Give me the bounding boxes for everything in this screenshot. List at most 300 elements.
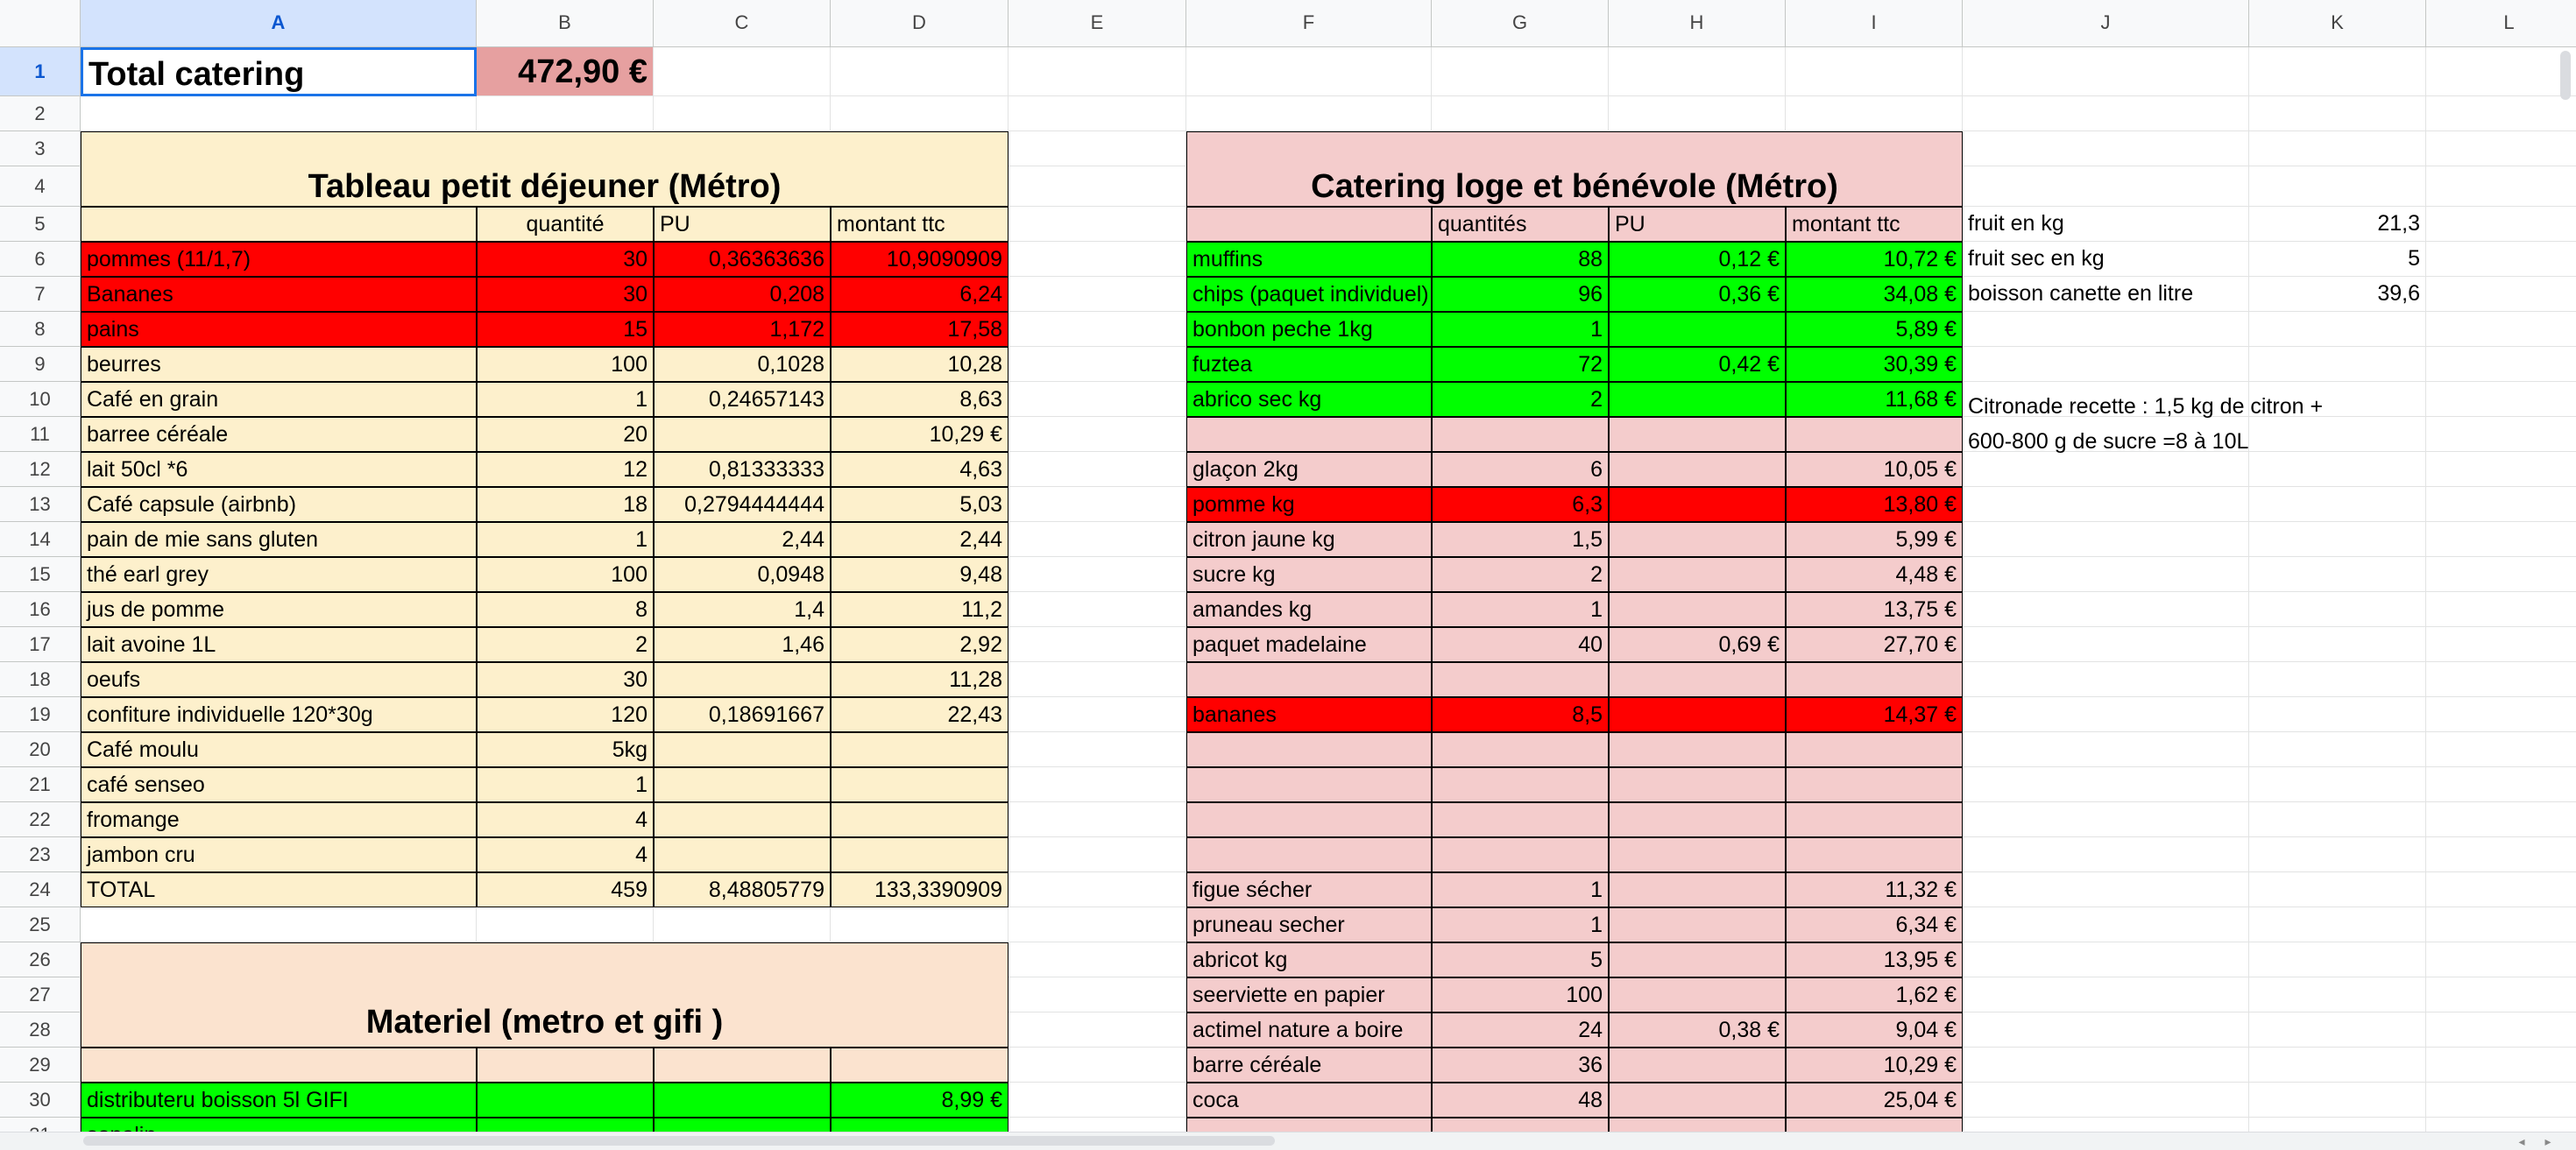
empty-cell[interactable] (1008, 166, 1186, 207)
empty-cell[interactable] (2249, 312, 2426, 347)
breakfast-pu[interactable]: 0,1028 (654, 347, 831, 382)
row-header-10[interactable]: 10 (0, 382, 81, 417)
empty-cell[interactable] (1186, 47, 1432, 96)
empty-cell[interactable] (1008, 662, 1186, 697)
breakfast-item[interactable]: jambon cru (81, 837, 477, 872)
catering-item[interactable]: actimel nature a boire (1186, 1012, 1432, 1048)
empty-cell[interactable] (654, 907, 831, 942)
catering-item[interactable]: pomme kg (1186, 487, 1432, 522)
breakfast-pu[interactable]: 0,2794444444 (654, 487, 831, 522)
breakfast-total[interactable]: 11,2 (831, 592, 1008, 627)
empty-cell[interactable] (1963, 942, 2249, 977)
catering-pu[interactable] (1609, 592, 1786, 627)
empty-cell[interactable] (1008, 977, 1186, 1012)
catering-qty[interactable]: 2 (1432, 382, 1609, 417)
empty-cell[interactable] (2426, 732, 2576, 767)
column-header-C[interactable]: C (654, 0, 831, 47)
side-summary-value[interactable]: 5 (2249, 242, 2426, 277)
catering-pu[interactable] (1609, 907, 1786, 942)
catering-total[interactable]: 27,70 € (1786, 627, 1963, 662)
empty-cell[interactable] (2426, 417, 2576, 452)
empty-cell[interactable] (1008, 417, 1186, 452)
row-header-3[interactable]: 3 (0, 131, 81, 166)
empty-cell[interactable] (2426, 96, 2576, 131)
empty-cell[interactable] (2249, 697, 2426, 732)
catering-item[interactable]: glaçon 2kg (1186, 452, 1432, 487)
empty-cell[interactable] (1008, 697, 1186, 732)
breakfast-pu[interactable]: 8,48805779 (654, 872, 831, 907)
catering-total[interactable]: 13,95 € (1786, 942, 1963, 977)
empty-cell[interactable] (1008, 242, 1186, 277)
catering-item[interactable]: abrico sec kg (1186, 382, 1432, 417)
breakfast-item[interactable]: lait 50cl *6 (81, 452, 477, 487)
empty-cell[interactable] (1963, 522, 2249, 557)
breakfast-total[interactable]: 17,58 (831, 312, 1008, 347)
materiel-total[interactable]: 8,99 € (831, 1083, 1008, 1118)
breakfast-item[interactable]: café senseo (81, 767, 477, 802)
arrow-left-icon[interactable]: ◂ (2518, 1134, 2525, 1148)
catering-item[interactable]: bonbon peche 1kg (1186, 312, 1432, 347)
catering-total[interactable]: 34,08 € (1786, 277, 1963, 312)
empty-cell[interactable] (2249, 557, 2426, 592)
breakfast-qty[interactable]: 8 (477, 592, 654, 627)
column-header-D[interactable]: D (831, 0, 1008, 47)
breakfast-total[interactable]: 133,3390909 (831, 872, 1008, 907)
empty-cell[interactable] (1963, 837, 2249, 872)
row-header-23[interactable]: 23 (0, 837, 81, 872)
catering-pu[interactable] (1609, 837, 1786, 872)
column-header-F[interactable]: F (1186, 0, 1432, 47)
empty-cell[interactable] (1186, 96, 1432, 131)
empty-cell[interactable] (1963, 487, 2249, 522)
row-header-30[interactable]: 30 (0, 1083, 81, 1118)
catering-total[interactable] (1786, 837, 1963, 872)
catering-table-title[interactable]: Catering loge et bénévole (Métro) (1186, 131, 1963, 207)
catering-qty[interactable]: 24 (1432, 1012, 1609, 1048)
row-header-6[interactable]: 6 (0, 242, 81, 277)
empty-cell[interactable] (1963, 977, 2249, 1012)
catering-qty[interactable] (1432, 802, 1609, 837)
column-header-H[interactable]: H (1609, 0, 1786, 47)
row-header-28[interactable]: 28 (0, 1012, 81, 1048)
column-header-I[interactable]: I (1786, 0, 1963, 47)
breakfast-pu[interactable]: 0,208 (654, 277, 831, 312)
empty-cell[interactable] (1963, 131, 2249, 166)
catering-total[interactable]: 10,72 € (1786, 242, 1963, 277)
breakfast-qty[interactable]: 18 (477, 487, 654, 522)
breakfast-pu[interactable]: 0,18691667 (654, 697, 831, 732)
catering-item[interactable]: chips (paquet individuel) (1186, 277, 1432, 312)
column-header-J[interactable]: J (1963, 0, 2249, 47)
breakfast-total[interactable]: 6,24 (831, 277, 1008, 312)
catering-pu[interactable] (1609, 872, 1786, 907)
citronade-note[interactable] (1963, 389, 2426, 459)
empty-cell[interactable] (1963, 907, 2249, 942)
empty-cell[interactable] (1008, 382, 1186, 417)
empty-cell[interactable] (1609, 47, 1786, 96)
catering-total[interactable]: 5,99 € (1786, 522, 1963, 557)
breakfast-total[interactable]: 5,03 (831, 487, 1008, 522)
empty-cell[interactable] (2249, 767, 2426, 802)
catering-item[interactable]: abricot kg (1186, 942, 1432, 977)
empty-cell[interactable] (2249, 131, 2426, 166)
catering-item[interactable]: barre céréale (1186, 1048, 1432, 1083)
empty-cell[interactable] (81, 96, 477, 131)
catering-qty[interactable]: 88 (1432, 242, 1609, 277)
breakfast-pu[interactable] (654, 417, 831, 452)
empty-cell[interactable] (654, 96, 831, 131)
catering-total[interactable] (1786, 417, 1963, 452)
empty-cell[interactable] (1963, 166, 2249, 207)
breakfast-total[interactable]: 10,9090909 (831, 242, 1008, 277)
side-summary-label[interactable]: boisson canette en litre (1963, 277, 2249, 312)
catering-item[interactable]: muffins (1186, 242, 1432, 277)
catering-pu[interactable]: 0,36 € (1609, 277, 1786, 312)
catering-pu[interactable]: 0,38 € (1609, 1012, 1786, 1048)
materiel-item[interactable]: distributeru boisson 5l GIFI (81, 1083, 477, 1118)
catering-pu[interactable] (1609, 557, 1786, 592)
empty-cell[interactable] (831, 47, 1008, 96)
breakfast-qty[interactable]: 30 (477, 662, 654, 697)
total-catering-label[interactable]: Total catering (81, 47, 477, 96)
breakfast-item[interactable]: pain de mie sans gluten (81, 522, 477, 557)
empty-cell[interactable] (2426, 207, 2576, 242)
side-summary-value[interactable]: 21,3 (2249, 207, 2426, 242)
empty-cell[interactable] (2249, 1012, 2426, 1048)
column-header-B[interactable]: B (477, 0, 654, 47)
catering-qty[interactable]: 1 (1432, 907, 1609, 942)
catering-total[interactable]: 13,80 € (1786, 487, 1963, 522)
breakfast-pu[interactable]: 0,81333333 (654, 452, 831, 487)
empty-cell[interactable] (1008, 96, 1186, 131)
empty-cell[interactable] (2249, 627, 2426, 662)
row-header-18[interactable]: 18 (0, 662, 81, 697)
empty-cell[interactable] (2249, 166, 2426, 207)
side-summary-label[interactable]: fruit sec en kg (1963, 242, 2249, 277)
row-header-16[interactable]: 16 (0, 592, 81, 627)
empty-cell[interactable] (1008, 1083, 1186, 1118)
catering-qty[interactable]: 96 (1432, 277, 1609, 312)
catering-qty[interactable]: 2 (1432, 557, 1609, 592)
catering-qty[interactable] (1432, 662, 1609, 697)
catering-pu[interactable] (1609, 942, 1786, 977)
row-header-4[interactable]: 4 (0, 166, 81, 207)
breakfast-pu[interactable] (654, 802, 831, 837)
empty-cell[interactable] (1008, 47, 1186, 96)
catering-pu[interactable] (1609, 487, 1786, 522)
breakfast-qty[interactable]: 459 (477, 872, 654, 907)
catering-pu[interactable] (1609, 1083, 1786, 1118)
materiel-header-cell[interactable] (654, 1048, 831, 1083)
empty-cell[interactable] (81, 907, 477, 942)
empty-cell[interactable] (1008, 131, 1186, 166)
row-header-25[interactable]: 25 (0, 907, 81, 942)
empty-cell[interactable] (1008, 907, 1186, 942)
row-header-17[interactable]: 17 (0, 627, 81, 662)
empty-cell[interactable] (1008, 767, 1186, 802)
catering-header-empty[interactable] (1186, 207, 1432, 242)
empty-cell[interactable] (1008, 627, 1186, 662)
breakfast-qty[interactable]: 1 (477, 382, 654, 417)
empty-cell[interactable] (1008, 1048, 1186, 1083)
catering-item[interactable]: pruneau secher (1186, 907, 1432, 942)
empty-cell[interactable] (1008, 347, 1186, 382)
empty-cell[interactable] (2426, 872, 2576, 907)
empty-cell[interactable] (1008, 732, 1186, 767)
breakfast-pu[interactable]: 2,44 (654, 522, 831, 557)
breakfast-qty[interactable]: 4 (477, 802, 654, 837)
breakfast-total[interactable]: 10,29 € (831, 417, 1008, 452)
total-catering-value[interactable]: 472,90 € (477, 47, 654, 96)
breakfast-header-empty[interactable] (81, 207, 477, 242)
breakfast-item[interactable]: lait avoine 1L (81, 627, 477, 662)
empty-cell[interactable] (1963, 732, 2249, 767)
empty-cell[interactable] (1008, 1012, 1186, 1048)
catering-qty[interactable]: 5 (1432, 942, 1609, 977)
empty-cell[interactable] (1432, 96, 1609, 131)
empty-cell[interactable] (1008, 277, 1186, 312)
empty-cell[interactable] (2249, 47, 2426, 96)
breakfast-pu[interactable]: 0,24657143 (654, 382, 831, 417)
catering-pu[interactable] (1609, 732, 1786, 767)
catering-qty[interactable] (1432, 732, 1609, 767)
empty-cell[interactable] (1963, 1048, 2249, 1083)
breakfast-qty[interactable]: 5kg (477, 732, 654, 767)
breakfast-col-header[interactable]: montant ttc (831, 207, 1008, 242)
catering-qty[interactable] (1432, 837, 1609, 872)
empty-cell[interactable] (1963, 767, 2249, 802)
catering-pu[interactable]: 0,69 € (1609, 627, 1786, 662)
materiel-cell[interactable] (477, 1083, 654, 1118)
column-header-E[interactable]: E (1008, 0, 1186, 47)
empty-cell[interactable] (2249, 1083, 2426, 1118)
materiel-header-cell[interactable] (81, 1048, 477, 1083)
empty-cell[interactable] (2426, 47, 2576, 96)
catering-item[interactable]: amandes kg (1186, 592, 1432, 627)
catering-pu[interactable]: 0,12 € (1609, 242, 1786, 277)
empty-cell[interactable] (2426, 277, 2576, 312)
empty-cell[interactable] (2426, 347, 2576, 382)
empty-cell[interactable] (2426, 802, 2576, 837)
catering-item[interactable] (1186, 417, 1432, 452)
catering-total[interactable]: 9,04 € (1786, 1012, 1963, 1048)
empty-cell[interactable] (2426, 942, 2576, 977)
breakfast-pu[interactable]: 1,172 (654, 312, 831, 347)
catering-item[interactable]: paquet madelaine (1186, 627, 1432, 662)
catering-total[interactable] (1786, 662, 1963, 697)
empty-cell[interactable] (2426, 242, 2576, 277)
catering-pu[interactable] (1609, 697, 1786, 732)
empty-cell[interactable] (1008, 452, 1186, 487)
row-header-27[interactable]: 27 (0, 977, 81, 1012)
empty-cell[interactable] (2249, 592, 2426, 627)
catering-pu[interactable] (1609, 417, 1786, 452)
catering-item[interactable] (1186, 732, 1432, 767)
empty-cell[interactable] (1963, 347, 2249, 382)
empty-cell[interactable] (2249, 347, 2426, 382)
breakfast-item[interactable]: pommes (11/1,7) (81, 242, 477, 277)
empty-cell[interactable] (1008, 207, 1186, 242)
catering-total[interactable]: 30,39 € (1786, 347, 1963, 382)
breakfast-item[interactable]: Café moulu (81, 732, 477, 767)
empty-cell[interactable] (1008, 557, 1186, 592)
empty-cell[interactable] (2426, 627, 2576, 662)
row-header-1[interactable]: 1 (0, 47, 81, 96)
empty-cell[interactable] (2426, 767, 2576, 802)
breakfast-pu[interactable] (654, 767, 831, 802)
materiel-header-cell[interactable] (831, 1048, 1008, 1083)
breakfast-qty[interactable]: 2 (477, 627, 654, 662)
catering-qty[interactable]: 36 (1432, 1048, 1609, 1083)
breakfast-total[interactable]: 4,63 (831, 452, 1008, 487)
breakfast-pu[interactable]: 0,0948 (654, 557, 831, 592)
catering-qty[interactable] (1432, 767, 1609, 802)
breakfast-qty[interactable]: 12 (477, 452, 654, 487)
catering-total[interactable]: 10,05 € (1786, 452, 1963, 487)
breakfast-item[interactable]: Café capsule (airbnb) (81, 487, 477, 522)
empty-cell[interactable] (2249, 1048, 2426, 1083)
catering-qty[interactable]: 72 (1432, 347, 1609, 382)
catering-total[interactable]: 4,48 € (1786, 557, 1963, 592)
empty-cell[interactable] (1008, 837, 1186, 872)
select-all-corner[interactable] (0, 0, 81, 47)
catering-total[interactable]: 11,32 € (1786, 872, 1963, 907)
empty-cell[interactable] (1008, 522, 1186, 557)
row-header-29[interactable]: 29 (0, 1048, 81, 1083)
empty-cell[interactable] (2249, 732, 2426, 767)
empty-cell[interactable] (1963, 557, 2249, 592)
breakfast-item[interactable]: fromange (81, 802, 477, 837)
empty-cell[interactable] (1963, 47, 2249, 96)
breakfast-item[interactable]: barree céréale (81, 417, 477, 452)
catering-col-header[interactable]: montant ttc (1786, 207, 1963, 242)
breakfast-qty[interactable]: 30 (477, 242, 654, 277)
breakfast-pu[interactable] (654, 732, 831, 767)
breakfast-total[interactable]: 2,92 (831, 627, 1008, 662)
empty-cell[interactable] (2426, 697, 2576, 732)
breakfast-total[interactable]: 10,28 (831, 347, 1008, 382)
empty-cell[interactable] (2249, 662, 2426, 697)
catering-pu[interactable] (1609, 802, 1786, 837)
catering-item[interactable] (1186, 662, 1432, 697)
catering-item[interactable] (1186, 767, 1432, 802)
breakfast-item[interactable]: thé earl grey (81, 557, 477, 592)
side-summary-value[interactable]: 39,6 (2249, 277, 2426, 312)
empty-cell[interactable] (2426, 131, 2576, 166)
catering-qty[interactable]: 6 (1432, 452, 1609, 487)
empty-cell[interactable] (2426, 907, 2576, 942)
empty-cell[interactable] (2249, 837, 2426, 872)
row-header-9[interactable]: 9 (0, 347, 81, 382)
breakfast-pu[interactable]: 1,46 (654, 627, 831, 662)
empty-cell[interactable] (2249, 977, 2426, 1012)
breakfast-total[interactable]: 8,63 (831, 382, 1008, 417)
catering-total[interactable]: 6,34 € (1786, 907, 1963, 942)
breakfast-total[interactable]: 9,48 (831, 557, 1008, 592)
breakfast-qty[interactable]: 15 (477, 312, 654, 347)
breakfast-total[interactable]: 2,44 (831, 522, 1008, 557)
breakfast-pu[interactable]: 0,36363636 (654, 242, 831, 277)
row-header-26[interactable]: 26 (0, 942, 81, 977)
breakfast-item[interactable]: Bananes (81, 277, 477, 312)
catering-item[interactable]: citron jaune kg (1186, 522, 1432, 557)
catering-qty[interactable]: 48 (1432, 1083, 1609, 1118)
empty-cell[interactable] (2426, 837, 2576, 872)
empty-cell[interactable] (477, 96, 654, 131)
column-header-L[interactable]: L (2426, 0, 2576, 47)
breakfast-qty[interactable]: 30 (477, 277, 654, 312)
breakfast-pu[interactable] (654, 837, 831, 872)
empty-cell[interactable] (1008, 312, 1186, 347)
row-header-13[interactable]: 13 (0, 487, 81, 522)
empty-cell[interactable] (1008, 487, 1186, 522)
empty-cell[interactable] (1786, 96, 1963, 131)
catering-pu[interactable] (1609, 382, 1786, 417)
empty-cell[interactable] (2426, 977, 2576, 1012)
empty-cell[interactable] (1963, 592, 2249, 627)
catering-total[interactable]: 11,68 € (1786, 382, 1963, 417)
empty-cell[interactable] (1963, 697, 2249, 732)
arrow-right-icon[interactable]: ▸ (2544, 1134, 2551, 1148)
breakfast-pu[interactable] (654, 662, 831, 697)
catering-total[interactable]: 25,04 € (1786, 1083, 1963, 1118)
catering-pu[interactable] (1609, 977, 1786, 1012)
empty-cell[interactable] (1008, 592, 1186, 627)
row-header-24[interactable]: 24 (0, 872, 81, 907)
row-header-5[interactable]: 5 (0, 207, 81, 242)
empty-cell[interactable] (2426, 1012, 2576, 1048)
column-header-G[interactable]: G (1432, 0, 1609, 47)
empty-cell[interactable] (2426, 557, 2576, 592)
breakfast-table-title[interactable]: Tableau petit déjeuner (Métro) (81, 131, 1008, 207)
empty-cell[interactable] (2249, 942, 2426, 977)
catering-qty[interactable]: 40 (1432, 627, 1609, 662)
column-header-K[interactable]: K (2249, 0, 2426, 47)
row-header-21[interactable]: 21 (0, 767, 81, 802)
catering-item[interactable] (1186, 802, 1432, 837)
empty-cell[interactable] (2249, 872, 2426, 907)
empty-cell[interactable] (1963, 662, 2249, 697)
row-header-15[interactable]: 15 (0, 557, 81, 592)
empty-cell[interactable] (2426, 1083, 2576, 1118)
catering-item[interactable]: coca (1186, 1083, 1432, 1118)
row-header-20[interactable]: 20 (0, 732, 81, 767)
breakfast-qty[interactable]: 120 (477, 697, 654, 732)
breakfast-item[interactable]: oeufs (81, 662, 477, 697)
breakfast-item[interactable]: pains (81, 312, 477, 347)
catering-qty[interactable]: 1,5 (1432, 522, 1609, 557)
catering-qty[interactable]: 6,3 (1432, 487, 1609, 522)
breakfast-col-header[interactable]: PU (654, 207, 831, 242)
catering-item[interactable]: fuztea (1186, 347, 1432, 382)
empty-cell[interactable] (1432, 47, 1609, 96)
materiel-table-title[interactable]: Materiel (metro et gifi ) (81, 942, 1008, 1048)
row-header-2[interactable]: 2 (0, 96, 81, 131)
empty-cell[interactable] (1963, 627, 2249, 662)
breakfast-qty[interactable]: 20 (477, 417, 654, 452)
catering-qty[interactable]: 1 (1432, 312, 1609, 347)
empty-cell[interactable] (1963, 312, 2249, 347)
catering-col-header[interactable]: quantités (1432, 207, 1609, 242)
empty-cell[interactable] (2426, 662, 2576, 697)
column-header-A[interactable]: A (81, 0, 477, 47)
catering-pu[interactable] (1609, 1048, 1786, 1083)
row-header-8[interactable]: 8 (0, 312, 81, 347)
empty-cell[interactable] (1963, 1012, 2249, 1048)
breakfast-item[interactable]: TOTAL (81, 872, 477, 907)
empty-cell[interactable] (2426, 522, 2576, 557)
empty-cell[interactable] (2426, 382, 2576, 417)
